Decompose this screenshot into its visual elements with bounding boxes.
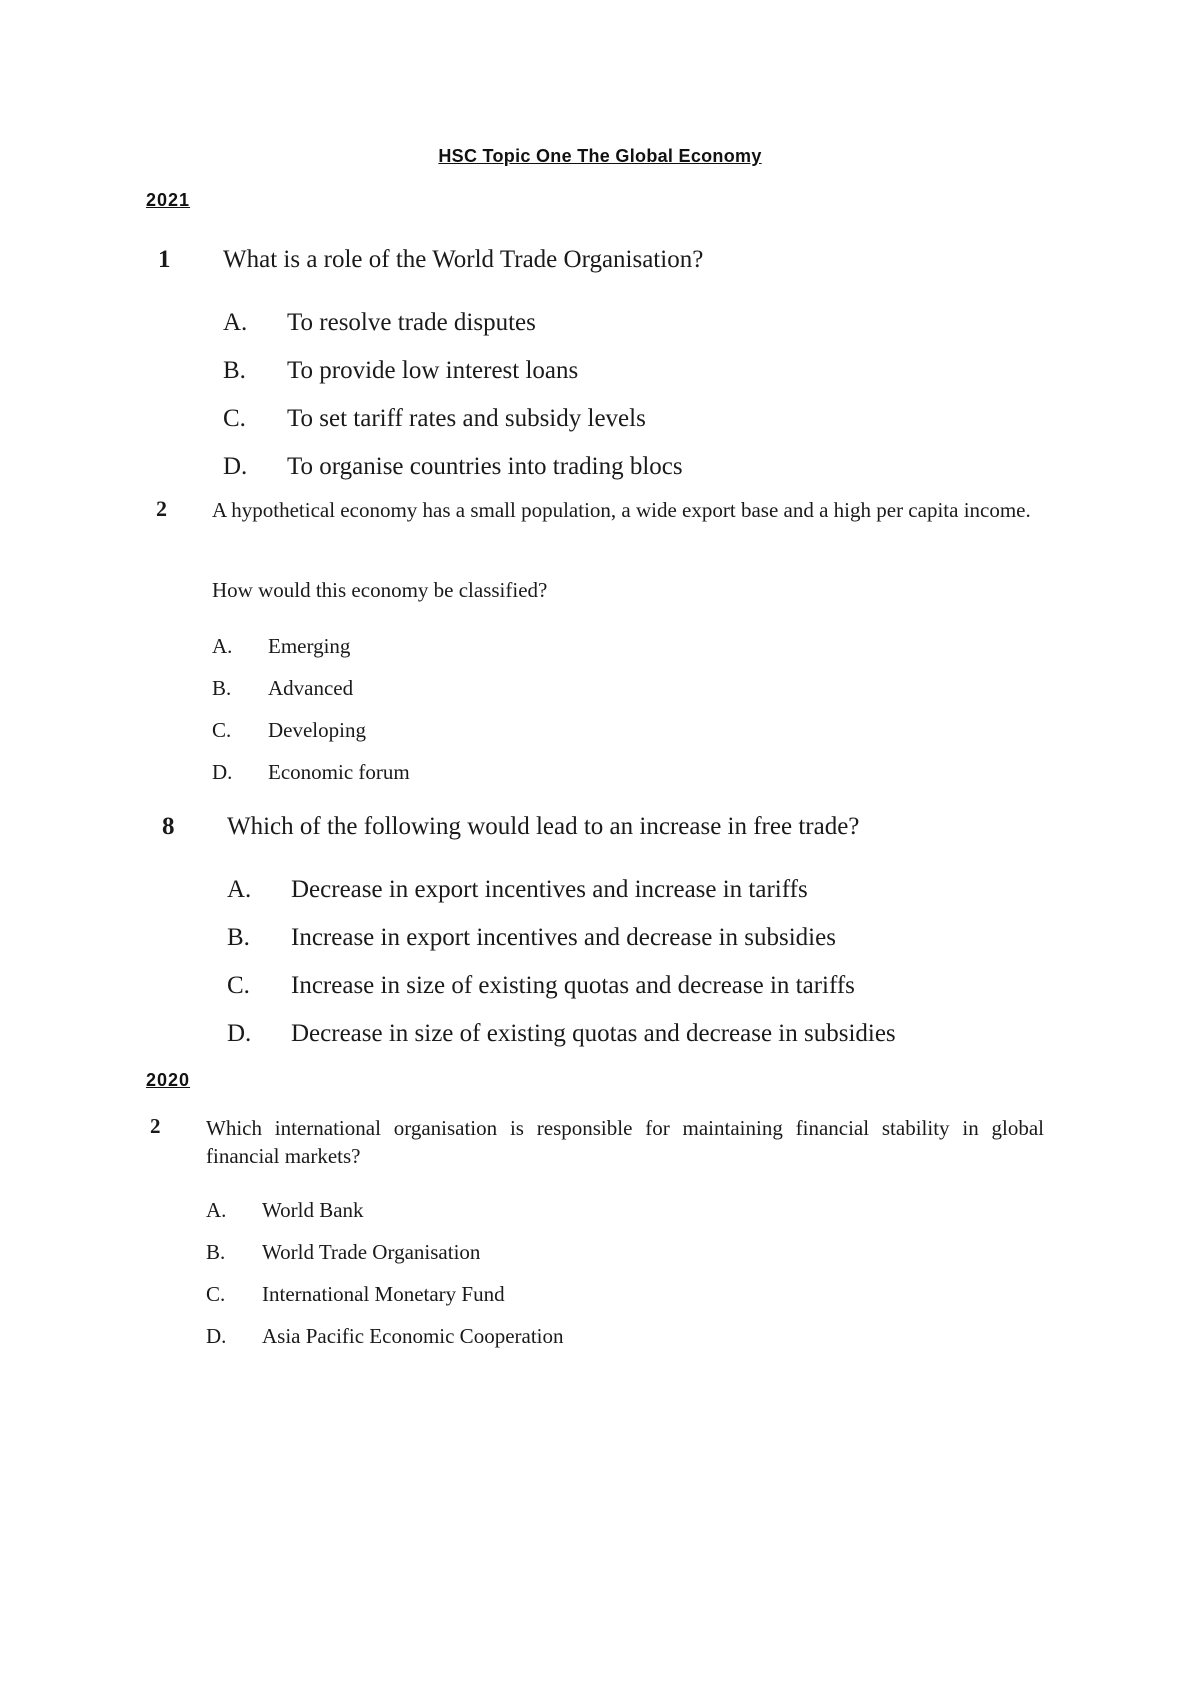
option-letter: D. [227, 1020, 252, 1047]
question-stem: Which of the following would lead to an increase in free trade? [227, 813, 860, 840]
option-text: To organise countries into trading blocs [287, 453, 683, 480]
option-letter: D. [223, 453, 248, 480]
question-number: 2 [156, 496, 167, 521]
option-text: To set tariff rates and subsidy levels [287, 405, 646, 432]
question-stem: A hypothetical economy has a small population, a wide export base and a high per capita income. [212, 498, 1031, 522]
option-text: To provide low interest loans [287, 357, 579, 384]
option-text: International Monetary Fund [262, 1282, 505, 1306]
option-letter: D. [212, 760, 233, 784]
option-text: World Bank [262, 1198, 364, 1222]
option-letter: A. [223, 309, 248, 336]
option-text: To resolve trade disputes [287, 309, 536, 336]
question-number: 1 [158, 246, 171, 273]
option-text: World Trade Organisation [262, 1240, 481, 1264]
option-text: Advanced [268, 676, 354, 700]
option-letter: C. [223, 405, 246, 432]
question-stem: Which international organisation is responsible for maintaining financial stability in global financial markets? [206, 1116, 1044, 1168]
option-text: Increase in size of existing quotas and decrease in tariffs [291, 972, 855, 999]
option-letter: C. [206, 1282, 226, 1306]
option-letter: A. [212, 634, 233, 658]
option-text: Economic forum [268, 760, 410, 784]
option-text: Asia Pacific Economic Cooperation [262, 1324, 564, 1348]
option-letter: A. [227, 876, 252, 903]
option-letter: B. [206, 1240, 226, 1264]
year-heading-2020: 2020 [146, 1070, 191, 1090]
option-letter: B. [212, 676, 232, 700]
option-text: Emerging [268, 634, 351, 658]
option-text: Decrease in export incentives and increase in tariffs [291, 876, 808, 903]
option-letter: B. [223, 357, 246, 384]
option-letter: A. [206, 1198, 227, 1222]
question-number: 8 [162, 813, 175, 840]
option-text: Decrease in size of existing quotas and decrease in subsidies [291, 1020, 896, 1047]
page-title: HSC Topic One The Global Economy [438, 146, 762, 166]
year-heading-2021: 2021 [146, 190, 191, 210]
option-text: Increase in export incentives and decrease in subsidies [291, 924, 836, 951]
option-letter: B. [227, 924, 250, 951]
option-letter: C. [227, 972, 250, 999]
option-letter: C. [212, 718, 232, 742]
option-letter: D. [206, 1324, 227, 1348]
question-prompt: How would this economy be classified? [212, 578, 548, 602]
question-number: 2 [150, 1114, 161, 1138]
option-text: Developing [268, 718, 366, 742]
question-stem: What is a role of the World Trade Organisation? [223, 246, 704, 273]
